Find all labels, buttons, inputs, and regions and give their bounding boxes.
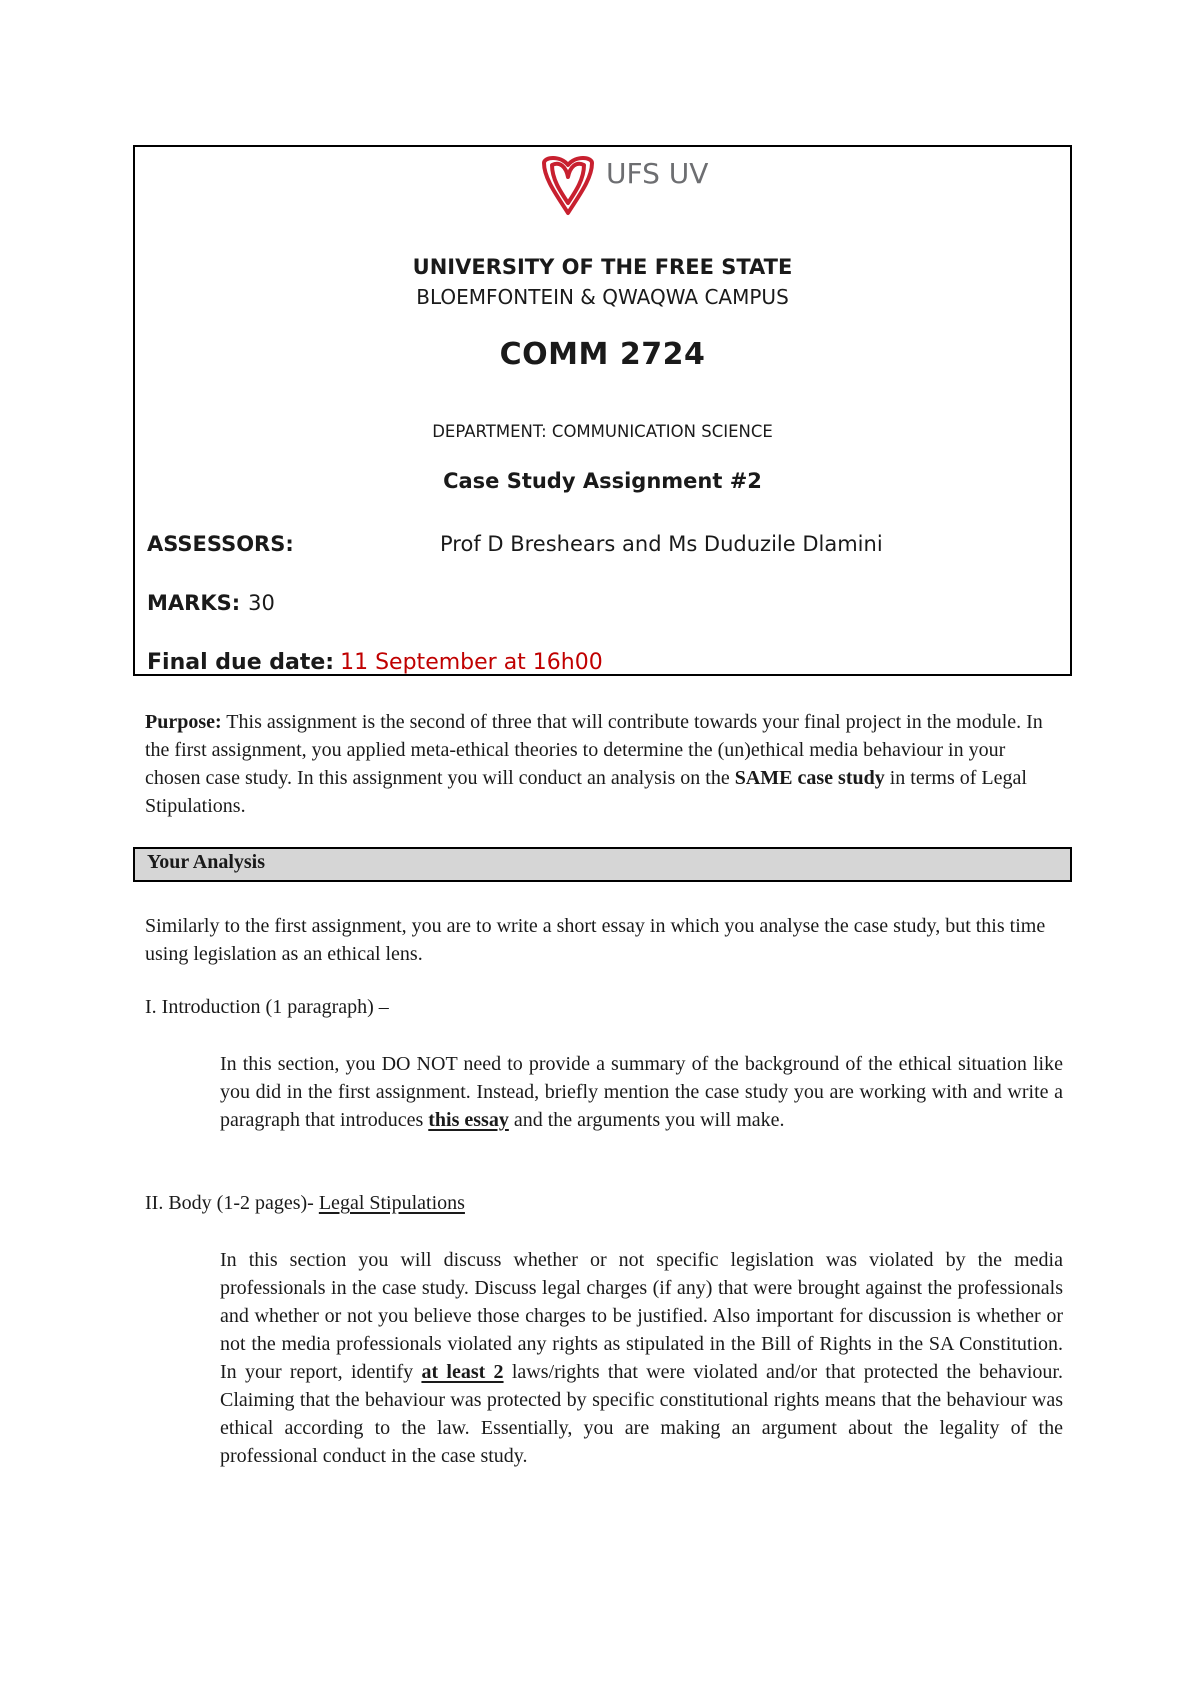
marks-value: 30 <box>248 591 275 615</box>
due-date-label: Final due date: <box>147 650 335 675</box>
introduction-body: In this section, you DO NOT need to provide a summary of the background of the ethical situation like you did in the first assignment. Instead, briefly mention the case study you are working with and write a paragraph that introduces this essay and the arguments you will make. <box>220 1053 1063 1131</box>
assessors-value: Prof D Breshears and Ms Duduzile Dlamini <box>440 532 883 556</box>
your-analysis-heading: Your Analysis <box>133 847 1072 882</box>
ufs-logo <box>538 153 709 219</box>
campus-name: BLOEMFONTEIN & QWAQWA CAMPUS <box>416 285 789 309</box>
this-essay-emphasis: this essay <box>428 1109 509 1131</box>
assessors-label: ASSESSORS: <box>147 532 294 556</box>
marks-row <box>147 591 275 615</box>
university-name: UNIVERSITY OF THE FREE STATE <box>412 255 793 279</box>
svg-text:UFS UV: UFS UV <box>606 157 709 190</box>
assignment-title: Case Study Assignment #2 <box>443 469 762 493</box>
purpose-paragraph: Purpose: This assignment is the second of three that will contribute towards your final project in the module. In the first assignment, you applied meta-ethical theories to determine the (un)ethical media behaviour in your chosen case study. In this assignment you will conduct an analysis on the SAME case study in terms of Legal Stipulations. <box>145 711 1043 817</box>
body-text: In this section you will discuss whether or not specific legislation was violated by the media professionals in the case study. Discuss legal charges (if any) that were brought against the professionals and whether or not you believe those charges to be justified. Also important for discussion is whether or not the media professionals violated any rights as stipulated in the Bill of Rights in the SA Constitution. In your report, identify at least 2 laws/rights that were violated and/or that protected the behaviour. Claiming that the behaviour was protected by specific constitutional rights means that the behaviour was ethical according to the law. Essentially, you are making an argument about the legality of the professional conduct in the case study. <box>220 1249 1063 1467</box>
purpose-label: Purpose: <box>145 711 222 733</box>
same-case-study-emphasis: SAME case study <box>734 767 885 789</box>
cover-box <box>133 145 1072 676</box>
body-heading: II. Body (1-2 pages)- Legal Stipulations <box>145 1192 465 1214</box>
analysis-intro: Similarly to the first assignment, you are to write a short essay in which you analyse the case study, but this time using legislation as an ethical lens. <box>145 915 1046 965</box>
due-date-value: 11 September at 16h00 <box>340 650 603 675</box>
due-date-row <box>147 650 603 675</box>
marks-label: MARKS: <box>147 591 241 615</box>
legal-stipulations-link: Legal Stipulations <box>318 1192 465 1214</box>
course-code: COMM 2724 <box>499 337 706 372</box>
department: DEPARTMENT: COMMUNICATION SCIENCE <box>432 422 773 441</box>
at-least-2-emphasis: at least 2 <box>421 1361 504 1383</box>
introduction-heading: I. Introduction (1 paragraph) – <box>145 996 389 1018</box>
